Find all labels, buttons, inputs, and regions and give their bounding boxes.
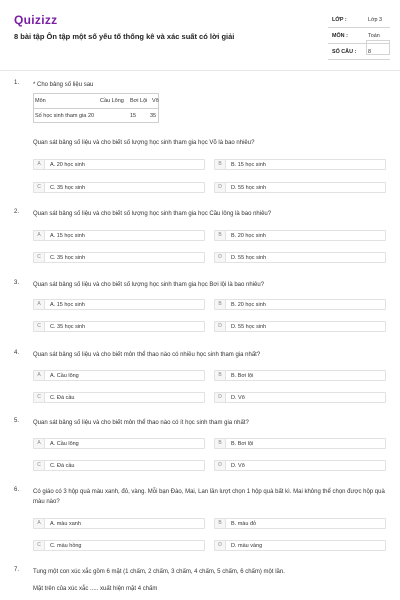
question-text: Quan sát bảng số liệu và cho biết môn thể thao nào có ít học sinh tham gia nhất?	[33, 420, 249, 426]
meta-grade	[328, 12, 390, 28]
option-text: D. Võ	[231, 463, 245, 469]
option-text: B. Bơi lội	[231, 441, 254, 447]
meta-box-frame	[366, 40, 390, 55]
table-header-martial-arts: Võ	[152, 98, 159, 104]
question-number: 7.	[14, 567, 20, 573]
option-text: B. 20 học sinh	[231, 302, 266, 308]
meta-grade-value: Lớp 3	[368, 17, 383, 23]
option-text: A. màu xanh	[50, 521, 81, 527]
question-number: 2.	[14, 209, 20, 215]
option-d[interactable]	[214, 460, 386, 471]
meta-count-label: SỐ CÂU :	[332, 49, 357, 55]
option-c[interactable]	[33, 182, 205, 193]
quizizz-logo: Quizizz	[14, 13, 58, 27]
option-letter: A	[34, 519, 45, 528]
option-a[interactable]	[33, 159, 205, 170]
question-text: Quan sát bảng số liệu và cho biết số lượng học sinh tham gia học Võ là bao nhiêu?	[33, 140, 255, 146]
option-d[interactable]	[214, 182, 386, 193]
question-6	[0, 487, 400, 557]
option-text: C. 35 học sinh	[50, 185, 86, 191]
table-row-divider	[34, 108, 158, 109]
option-b[interactable]	[214, 230, 386, 241]
table-cell-swimming: 15	[130, 113, 137, 119]
option-d[interactable]	[214, 540, 386, 551]
option-text: A. 20 học sinh	[50, 162, 85, 168]
table-header-subject: Môn	[35, 98, 46, 104]
question-intro: * Cho bảng số liệu sau	[33, 82, 94, 88]
question-text: Có giáo có 3 hộp quà màu xanh, đỏ, vàng. Mỗi bạn Đào, Mai, Lan lần lượt chọn 1 hộp quà bất kì. Mai không thể chọn được hộp quà màu nào?	[33, 489, 385, 505]
question-text: Quan sát bảng số liệu và cho biết số lượng học sinh tham gia học Cầu lông là bao nhiêu?	[33, 211, 272, 217]
question-number: 1.	[14, 80, 20, 86]
option-text: D. Võ	[231, 395, 245, 401]
option-letter: C	[34, 461, 45, 470]
option-a[interactable]	[33, 370, 205, 381]
option-text: D. 55 học sinh	[231, 255, 267, 261]
option-letter: B	[215, 300, 226, 309]
option-letter: B	[215, 160, 226, 169]
option-letter: C	[34, 183, 45, 192]
option-text: B. 20 học sinh	[231, 233, 266, 239]
question-4	[0, 350, 400, 410]
worksheet-header	[0, 0, 400, 70]
option-text: B. 15 học sinh	[231, 162, 266, 168]
question-number: 6.	[14, 487, 20, 493]
option-letter: B	[215, 231, 226, 240]
option-letter: B	[215, 371, 226, 380]
option-text: C. 35 học sinh	[50, 324, 86, 330]
table-header-swimming: Bơi Lội	[130, 98, 148, 104]
option-letter: A	[34, 160, 45, 169]
meta-subject-value: Toán	[368, 33, 380, 39]
option-letter: C	[34, 322, 45, 331]
option-letter: D	[215, 393, 226, 402]
meta-grade-label: LỚP :	[332, 17, 347, 23]
table-cell-row-label: Số học sinh tham gia	[35, 113, 87, 119]
option-text: D. 55 học sinh	[231, 185, 267, 191]
question-3	[0, 280, 400, 340]
option-letter: D	[215, 541, 226, 550]
question-5	[0, 418, 400, 478]
table-header-badminton: Cầu Lông	[100, 98, 124, 104]
question-1	[0, 80, 400, 196]
option-b[interactable]	[214, 299, 386, 310]
option-text: D. 55 học sinh	[231, 324, 267, 330]
option-letter: D	[215, 461, 226, 470]
option-c[interactable]	[33, 252, 205, 263]
option-letter: D	[215, 322, 226, 331]
option-a[interactable]	[33, 230, 205, 241]
option-d[interactable]	[214, 321, 386, 332]
question-number: 4.	[14, 350, 20, 356]
option-a[interactable]	[33, 438, 205, 449]
option-text: D. màu vàng	[231, 543, 263, 549]
option-letter: C	[34, 541, 45, 550]
option-text: A. Cầu lông	[50, 441, 79, 447]
option-b[interactable]	[214, 438, 386, 449]
question-number: 3.	[14, 280, 20, 286]
option-a[interactable]	[33, 518, 205, 529]
question-2	[0, 209, 400, 269]
option-letter: C	[34, 253, 45, 262]
option-letter: A	[34, 439, 45, 448]
option-b[interactable]	[214, 518, 386, 529]
option-text: A. Cầu lông	[50, 373, 79, 379]
question-subtext: Mặt trên của xúc xắc ..... xuất hiện mặt 4 chấm	[33, 586, 158, 592]
question-text: Tung một con xúc xắc gồm 6 mặt (1 chấm, 2 chấm, 3 chấm, 4 chấm, 5 chấm, 6 chấm) một lần.	[33, 569, 285, 575]
option-c[interactable]	[33, 540, 205, 551]
option-text: A. 15 học sinh	[50, 233, 85, 239]
option-text: C. Đá cầu	[50, 395, 75, 401]
worksheet-title: 8 bài tập Ôn tập một số yếu tố thống kê và xác suất có lời giải	[14, 32, 235, 41]
table-cell-martial-arts: 35	[150, 113, 157, 119]
option-d[interactable]	[214, 252, 386, 263]
option-text: B. màu đỏ	[231, 521, 257, 527]
option-text: C. Đá cầu	[50, 463, 75, 469]
option-letter: C	[34, 393, 45, 402]
question-text: Quan sát bảng số liệu và cho biết số lượng học sinh tham gia học Bơi lội là bao nhiêu?	[33, 282, 265, 288]
option-b[interactable]	[214, 370, 386, 381]
option-text: C. màu hồng	[50, 543, 82, 549]
option-c[interactable]	[33, 392, 205, 403]
option-b[interactable]	[214, 159, 386, 170]
option-letter: A	[34, 231, 45, 240]
option-c[interactable]	[33, 321, 205, 332]
table-cell-badminton: 20	[88, 113, 95, 119]
option-letter: A	[34, 300, 45, 309]
meta-count-value: 8	[368, 49, 371, 55]
option-letter: A	[34, 371, 45, 380]
option-text: A. 15 học sinh	[50, 302, 85, 308]
question-number: 5.	[14, 418, 20, 424]
data-table	[33, 93, 159, 123]
option-letter: D	[215, 183, 226, 192]
option-d[interactable]	[214, 392, 386, 403]
question-text: Quan sát bảng số liệu và cho biết môn thể thao nào có nhiều học sinh tham gia nhất?	[33, 352, 261, 358]
option-letter: B	[215, 439, 226, 448]
option-letter: B	[215, 519, 226, 528]
header-divider	[0, 70, 400, 71]
option-c[interactable]	[33, 460, 205, 471]
option-text: C. 35 học sinh	[50, 255, 86, 261]
meta-subject-label: MÔN :	[332, 33, 348, 39]
option-a[interactable]	[33, 299, 205, 310]
option-letter: D	[215, 253, 226, 262]
option-text: B. Bơi lội	[231, 373, 254, 379]
question-7	[0, 567, 400, 597]
